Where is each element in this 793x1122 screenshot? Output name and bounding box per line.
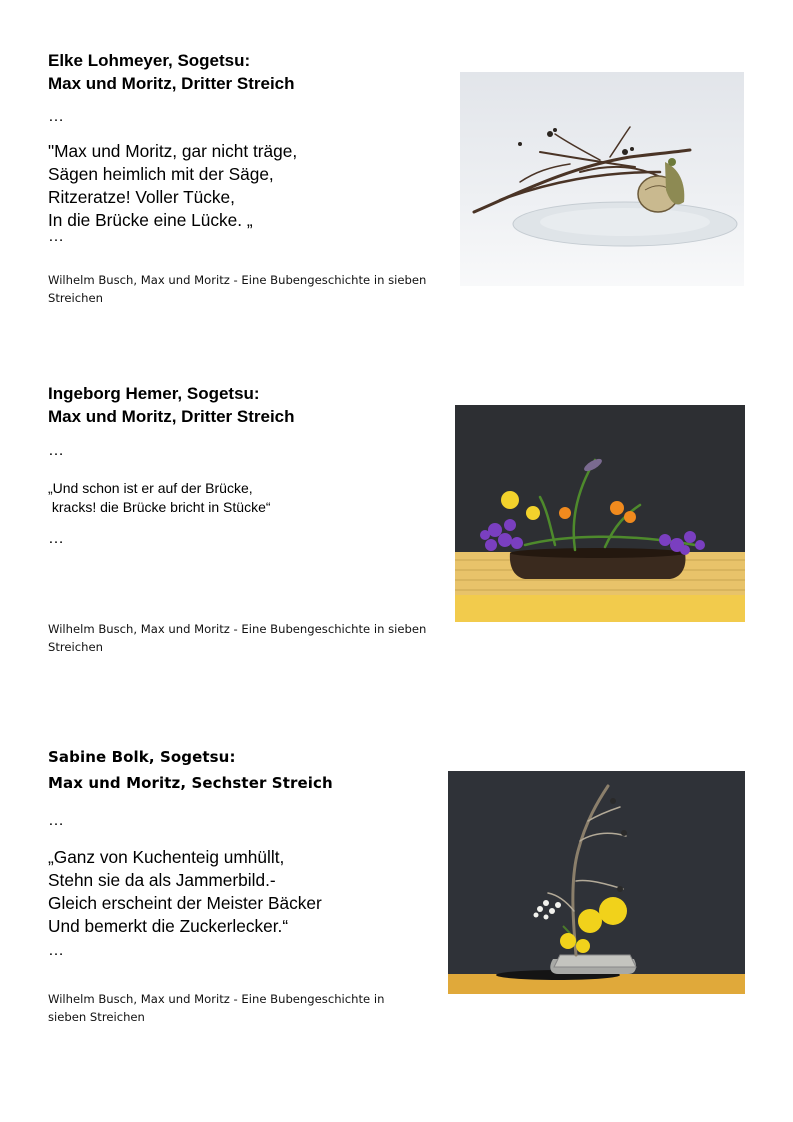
poem-line: "Max und Moritz, gar nicht träge, [48,141,298,161]
citation-line: Streichen [48,640,103,654]
citation-line: Streichen [48,291,103,305]
poem-line: Gleich erscheint der Meister Bäcker [48,893,322,913]
ellipsis: … [48,108,64,125]
citation-line: sieben Streichen [48,1010,145,1024]
section-2-poem [48,479,271,517]
section-1-title [48,49,295,95]
poem-line: Und bemerkt die Zuckerlecker.“ [48,916,289,936]
section-2-citation [48,620,426,656]
poem-line: „Und schon ist er auf der Brücke, [48,480,253,496]
ellipsis: … [48,442,64,459]
citation-line: Wilhelm Busch, Max und Moritz - Eine Bubengeschichte in sieben [48,273,427,287]
section-1-citation [48,271,426,307]
section-1-poem [48,140,297,232]
poem-line: Ritzeratze! Voller Tücke, [48,187,235,207]
section-3-poem [48,846,322,938]
poem-line: Stehn sie da als Jammerbild.- [48,870,276,890]
ellipsis: … [48,228,64,245]
artist-line: Elke Lohmeyer, Sogetsu: [48,51,251,70]
poem-line: Sägen heimlich mit der Säge, [48,164,274,184]
section-3-citation [48,990,384,1026]
artist-line: Sabine Bolk, Sogetsu: [48,748,236,766]
ellipsis: … [48,530,64,547]
section-2-title [48,382,295,428]
poem-line: In die Brücke eine Lücke. „ [48,210,253,230]
work-line: Max und Moritz, Dritter Streich [48,407,295,426]
work-line: Max und Moritz, Sechster Streich [48,774,333,792]
ellipsis: … [48,812,64,829]
ikebana-photo-1 [460,72,744,286]
artist-line: Ingeborg Hemer, Sogetsu: [48,384,260,403]
poem-line: kracks! die Brücke bricht in Stücke“ [48,499,271,515]
ikebana-photo-3 [448,771,745,994]
section-3-title [48,744,333,796]
poem-line: „Ganz von Kuchenteig umhüllt, [48,847,285,867]
ellipsis: … [48,942,64,959]
ikebana-photo-2 [455,405,745,622]
work-line: Max und Moritz, Dritter Streich [48,74,295,93]
citation-line: Wilhelm Busch, Max und Moritz - Eine Bubengeschichte in [48,992,385,1006]
citation-line: Wilhelm Busch, Max und Moritz - Eine Bubengeschichte in sieben [48,622,427,636]
